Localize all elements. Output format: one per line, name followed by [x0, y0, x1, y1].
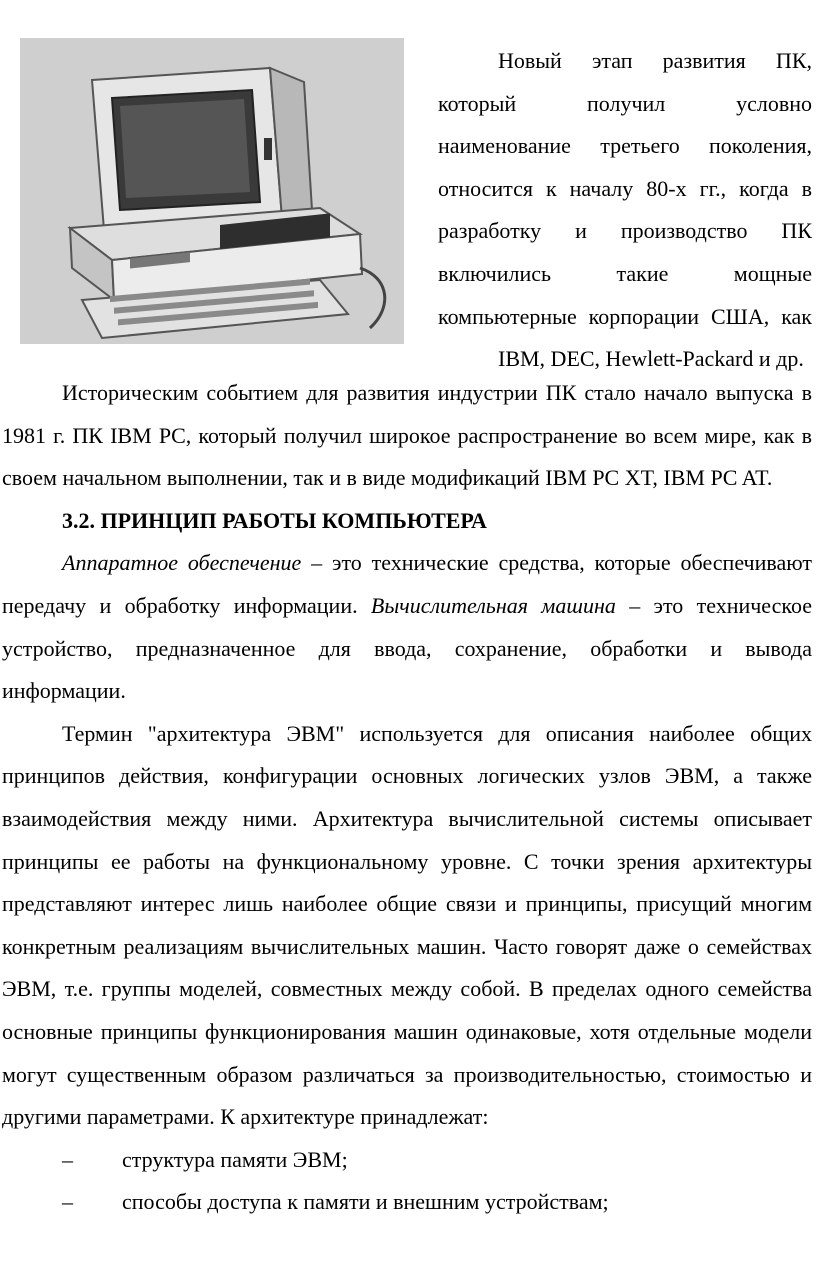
intro-paragraph	[438, 40, 812, 381]
hardware-definition: – это технические средства, которые обеспечивают передачу и обработку информации.	[2, 550, 812, 618]
intro-last-line: IBM, DEC, Hewlett-Packard и др.	[498, 346, 804, 372]
personal-computer-illustration	[20, 38, 404, 344]
main-text	[2, 372, 812, 1224]
section-heading: 3.2. ПРИНЦИП РАБОТЫ КОМПЬЮТЕРА	[62, 507, 487, 533]
list-item-text: способы доступа к памяти и внешним устройствам;	[122, 1189, 609, 1215]
hardware-paragraph	[2, 542, 812, 712]
list-dash: –	[62, 1146, 73, 1172]
list-item	[2, 1139, 812, 1182]
term-hardware: Аппаратное обеспечение	[62, 550, 302, 576]
list-dash: –	[62, 1189, 73, 1215]
architecture-paragraph: Термин "архитектура ЭВМ" используется для описания наиболее общих принципов действия, конфигурации основных логических узлов ЭВМ, а также взаимодействия между ними. Архитектура вычислительной системы описывает принципы ее работы на функциональному уровне. С точки зрения архитектуры представляют интерес лишь наиболее общие связи и принципы, присущий многим конкретным реализациям вычислительных машин. Часто говорят даже о семействах ЭВМ, т.е. группы моделей, совместных между собой. В пределах одного семейства основные принципы функционирования машин одинаковые, хотя отдельные модели могут существенным образом различаться за производительностью, стоимостью и другими параметрами. К архитектуре принадлежат:	[2, 720, 812, 1130]
intro-text: Новый этап развития ПК, который получил условно наименование третьего поколения, относится к началу 80-х гг., когда в разработку и производство ПК включились такие мощные компьютерные корпорации США, как	[438, 48, 812, 329]
computer-photo	[20, 38, 404, 344]
history-paragraph: Историческим событием для развития индустрии ПК стало начало выпуска в 1981 г. ПК IBM PC, который получил широкое распространение во всем мире, как в своем начальном выполнении, так и в виде модификаций IBM PC XT, IBM PC AT.	[2, 380, 812, 491]
list-item	[2, 1181, 812, 1224]
list-item-text: структура памяти ЭВМ;	[122, 1146, 348, 1172]
computing-machine-definition: – это техническое устройство, предназначенное для ввода, сохранение, обработки и вывода информации.	[2, 592, 812, 704]
term-computing-machine: Вычислительная машина	[370, 592, 616, 618]
